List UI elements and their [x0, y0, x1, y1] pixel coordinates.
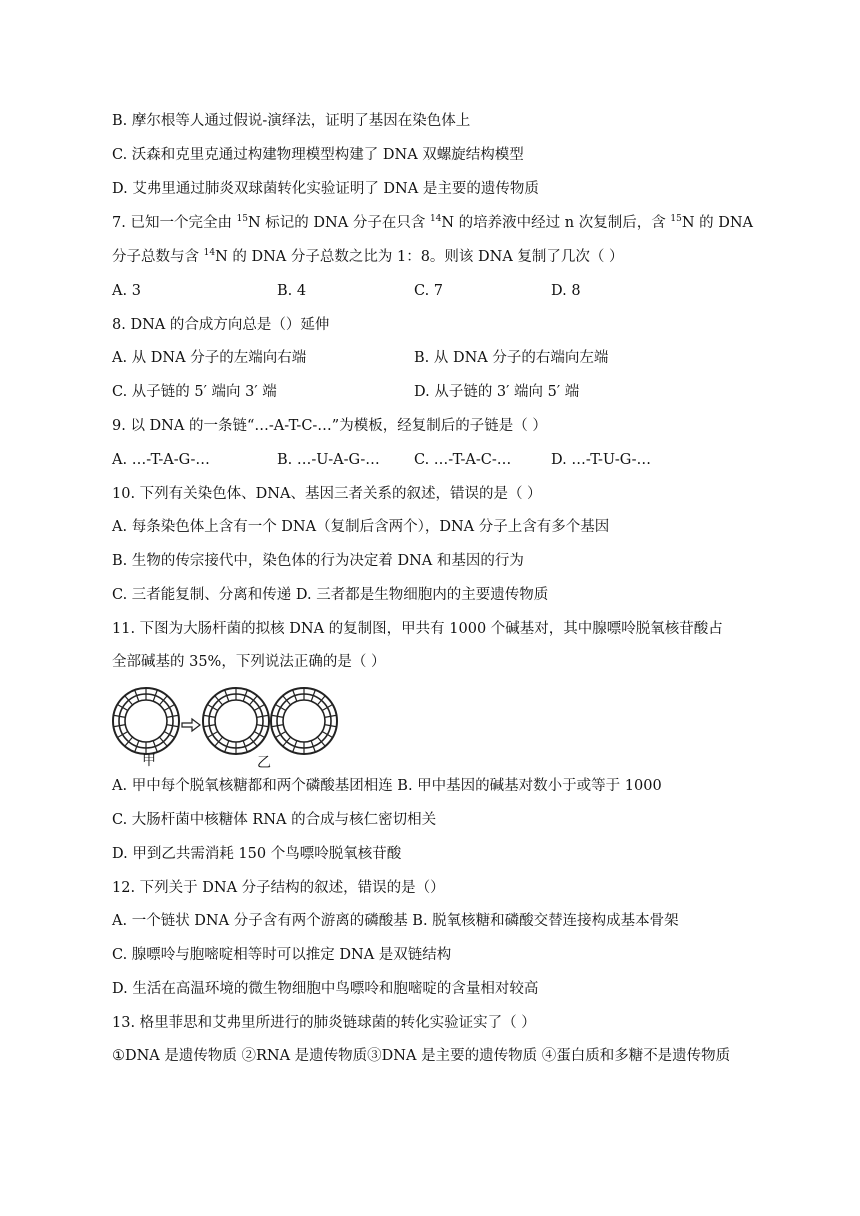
line-6d: D. 艾弗里通过肺炎双球菌转化实验证明了 DNA 是主要的遗传物质: [112, 181, 539, 197]
q10-option-cd: C. 三者能复制、分离和传递 D. 三者都是生物细胞内的主要遗传物质: [112, 587, 549, 603]
q12-option-c: C. 腺嘌呤与胞嘧啶相等时可以推定 DNA 是双链结构: [112, 947, 452, 963]
q9-stem: 9. 以 DNA 的一条链“…-A-T-C-…”为模板，经复制后的子链是（ ）: [112, 418, 547, 434]
q11-option-d: D. 甲到乙共需消耗 150 个鸟嘌呤脱氧核苷酸: [112, 846, 402, 862]
q8-option-d: D. 从子链的 3′ 端向 5′ 端: [414, 384, 580, 400]
q7-stem-line1: 7. 已知一个完全由 $^{15}$N 标记的 DNA 分子在只含 $^{14}$N 的培养液中经过 n 次复制后，含 $^{15}$N 的 DNA: [112, 214, 754, 231]
q9-option-c: C. …-T-A-C-…: [414, 452, 512, 468]
q13-items: ①DNA 是遗传物质 ②RNA 是遗传物质③DNA 是主要的遗传物质 ④蛋白质和多糖不是遗传物质: [112, 1048, 731, 1064]
q7-option-d: D. 8: [551, 283, 581, 299]
label-jia: 甲: [142, 753, 156, 769]
q8-option-b: B. 从 DNA 分子的右端向左端: [414, 350, 609, 366]
q8-option-c: C. 从子链的 5′ 端向 3′ 端: [112, 384, 277, 400]
dna-ring-yi-1: [203, 688, 269, 754]
q11-stem-line1: 11. 下图为大肠杆菌的拟核 DNA 的复制图，甲共有 1000 个碱基对，其中腺嘌呤脱氧核苷酸占: [112, 621, 723, 637]
q9-option-d: D. …-T-U-G-…: [551, 452, 652, 468]
dna-ring-yi-2: [271, 688, 337, 754]
q7-option-b: B. 4: [277, 283, 307, 299]
q12-stem: 12. 下列关于 DNA 分子结构的叙述，错误的是（）: [112, 880, 445, 896]
q13-stem: 13. 格里菲思和艾弗里所进行的肺炎链球菌的转化实验证实了（ ）: [112, 1015, 536, 1031]
q7-option-a: A. 3: [112, 283, 141, 299]
q10-option-a: A. 每条染色体上含有一个 DNA（复制后含两个），DNA 分子上含有多个基因: [112, 519, 610, 535]
q11-option-c: C. 大肠杆菌中核糖体 RNA 的合成与核仁密切相关: [112, 812, 437, 828]
q12-option-ab: A. 一个链状 DNA 分子含有两个游离的磷酸基 B. 脱氧核糖和磷酸交替连接构成基本骨架: [112, 913, 679, 929]
q8-stem: 8. DNA 的合成方向总是（）延伸: [112, 317, 330, 333]
dna-ring-jia: [113, 688, 179, 754]
q7-stem-line2: 分子总数与含 $^{14}$N 的 DNA 分子总数之比为 1：8。则该 DNA 复制了几次（ ）: [112, 248, 624, 265]
label-yi: 乙: [257, 755, 271, 771]
q11-stem-line2: 全部碱基的 35%，下列说法正确的是（ ）: [112, 654, 386, 670]
q10-option-b: B. 生物的传宗接代中，染色体的行为决定着 DNA 和基因的行为: [112, 553, 524, 569]
line-6b: B. 摩尔根等人通过假说-演绎法，证明了基因在染色体上: [112, 113, 471, 129]
q9-option-a: A. …-T-A-G-…: [112, 452, 210, 468]
line-6c: C. 沃森和克里克通过构建物理模型构建了 DNA 双螺旋结构模型: [112, 147, 524, 163]
q8-option-a: A. 从 DNA 分子的左端向右端: [112, 350, 307, 366]
arrow-icon: [182, 719, 200, 731]
q12-option-d: D. 生活在高温环境的微生物细胞中鸟嘌呤和胞嘧啶的含量相对较高: [112, 981, 539, 997]
q10-stem: 10. 下列有关染色体、DNA、基因三者关系的叙述，错误的是（ ）: [112, 486, 542, 502]
q11-option-ab: A. 甲中每个脱氧核糖都和两个磷酸基团相连 B. 甲中基因的碱基对数小于或等于 1000: [112, 778, 662, 794]
q7-option-c: C. 7: [414, 283, 444, 299]
q9-option-b: B. …-U-A-G-…: [277, 452, 380, 468]
dna-replication-diagram: [112, 684, 342, 772]
